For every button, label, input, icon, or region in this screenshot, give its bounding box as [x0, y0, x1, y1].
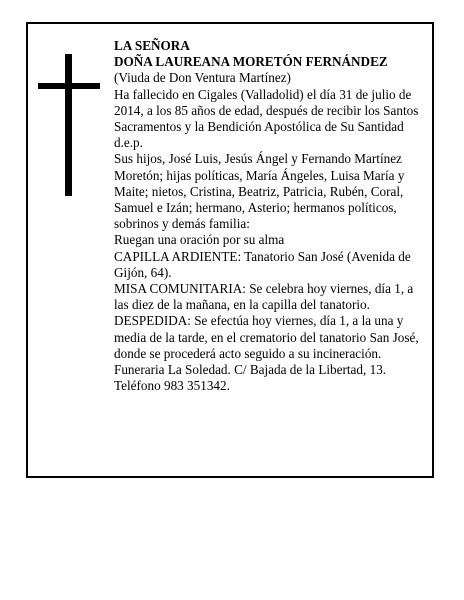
widow-of: (Viuda de Don Ventura Martínez) — [114, 70, 291, 86]
mass-info: MISA COMUNITARIA: Se celebra hoy viernes, día 1, a las diez de la mañana, en la capilla del tanatorio. — [114, 281, 414, 313]
prayer-request: Ruegan una oración por su alma — [114, 232, 285, 248]
title-line-1: LA SEÑORA — [114, 38, 190, 53]
cross-vertical-bar — [65, 54, 72, 196]
deceased-name: DOÑA LAUREANA MORETÓN FERNÁNDEZ — [114, 54, 388, 70]
cross-icon — [38, 54, 100, 196]
farewell-info: DESPEDIDA: Se efectúa hoy viernes, día 1, a la una y media de la tarde, en el crematorio del tanatorio San José, donde se procederá acto seguido a su incineración. — [114, 313, 419, 361]
obituary-text — [114, 38, 430, 394]
funeral-home-info: Funeraria La Soledad. C/ Bajada de la Libertad, 13. Teléfono 983 351342. — [114, 362, 387, 394]
cross-horizontal-bar — [38, 83, 100, 89]
dep: d.e.p. — [114, 135, 143, 151]
death-notice: Ha fallecido en Cigales (Valladolid) el día 31 de julio de 2014, a los 85 años de edad, después de recibir los Santos Sacramentos y la Bendición Apostólica de Su Santidad — [114, 86, 419, 135]
chapel-info: CAPILLA ARDIENTE: Tanatorio San José (Avenida de Gijón, 64). — [114, 248, 411, 280]
family-list: Sus hijos, José Luis, Jesús Ángel y Fernando Martínez Moretón; hijas políticas, María Ángeles, Luisa María y Maite; nietos, Cristina, Beatriz, Patricia, Rubén, Coral, Samuel e Izán; hermano, Asterio; hermanos políticos, sobrinos y demás familia: — [114, 151, 405, 232]
